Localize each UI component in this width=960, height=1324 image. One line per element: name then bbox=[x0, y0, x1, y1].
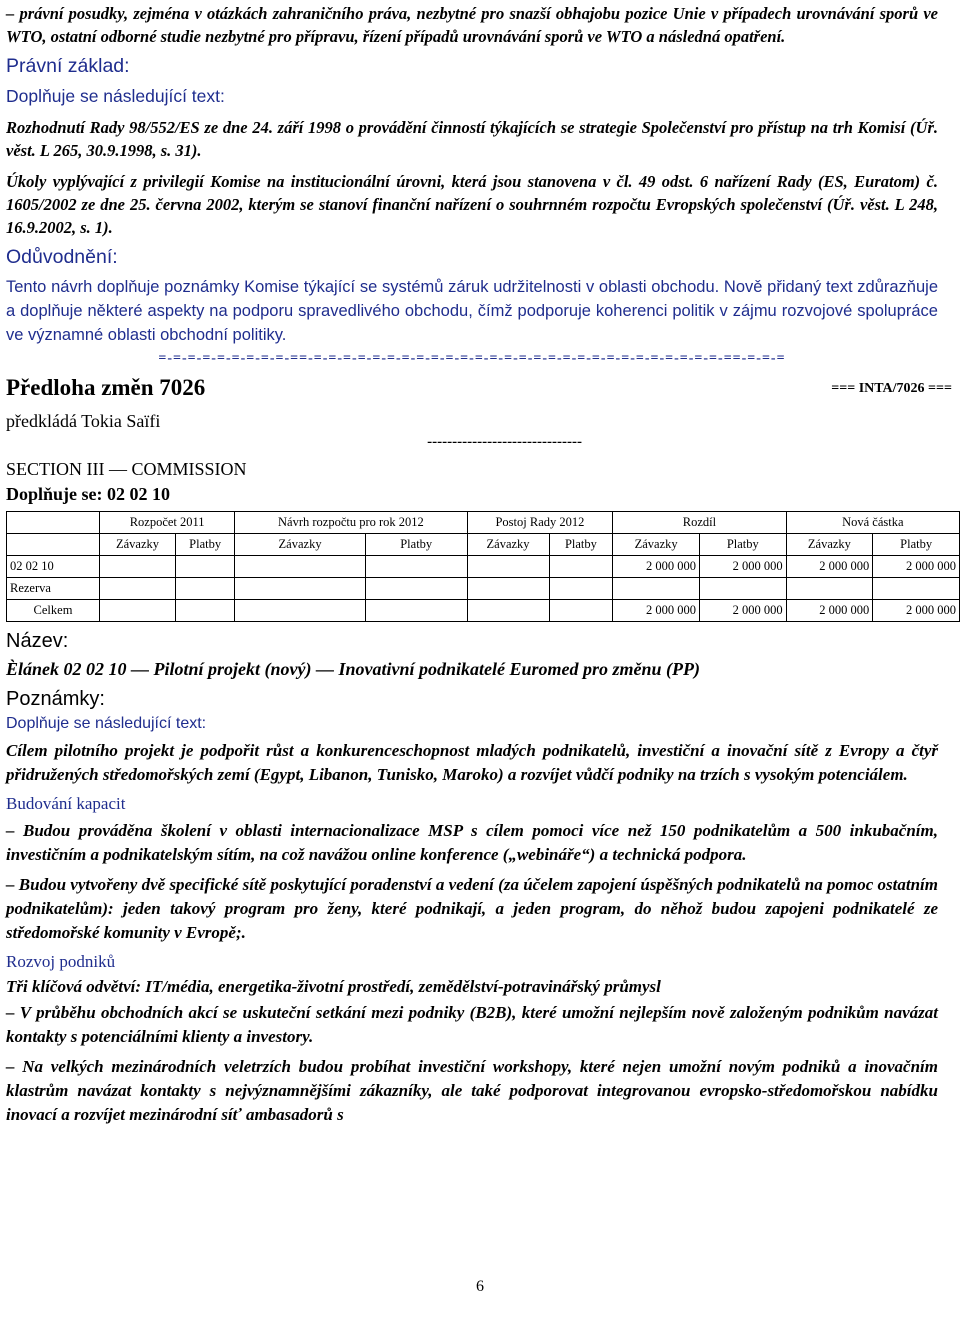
table-row bbox=[7, 578, 960, 600]
page-number: 6 bbox=[476, 1278, 484, 1295]
table-cell bbox=[176, 556, 235, 578]
table-cell bbox=[235, 578, 366, 600]
legal-basis-paragraph-1: Rozhodnutí Rady 98/552/ES ze dne 24. září 1998 o provádění činností týkajících se strategie Společenství pro přístup na trh Komisí (Úř. věst. L 265, 30.9.1998, s. 31). bbox=[6, 118, 938, 160]
development-bullet-1: – V průběhu obchodních akcí se uskuteční setkání mezi podniky (B2B), které umožní nejlepším nově založeným podnikům navázat kontakty s potenciálními klienty a investory. bbox=[6, 1003, 938, 1046]
legal-basis-paragraph-2: Úkoly vyplývající z privilegií Komise na institucionální úrovni, která jsou stanovena v čl. 49 odst. 6 nařízení Rady (ES, Euratom) č. 1605/2002 ze dne 25. června 2002, kterým se stanoví finanční nařízení o souhrnném rozpočtu Evropských společenství (Úř. věst. L 248, 16.9.2002, s. 1). bbox=[6, 172, 938, 237]
development-bullet-2: – Na velkých mezinárodních veletrzích budou probíhat investiční workshopy, které nejen umožní novým podniků a inovačním klastrům navázat kontakty s nejvýznamnějšími zákazníky, ale také podporovat integrovanou evropsko-středomořskou nabídku inovací a rozvíjet mezinárodní síť ambasadorů s bbox=[6, 1057, 938, 1124]
table-cell bbox=[100, 556, 176, 578]
remarks-heading: Poznámky: bbox=[6, 688, 105, 710]
table-row-label: Celkem bbox=[7, 600, 100, 622]
table-group-header: Nová částka bbox=[786, 512, 959, 534]
table-row bbox=[7, 556, 960, 578]
amendment-author: předkládá Tokia Saïfi bbox=[6, 411, 161, 431]
key-sectors-line: Tři klíčová odvětví: IT/média, energetika-životní prostředí, zemědělství-potravinářský průmysl bbox=[6, 977, 661, 996]
amendment-title: Předloha změn 7026 bbox=[6, 375, 206, 400]
table-cell: 2 000 000 bbox=[873, 556, 960, 578]
table-sub-header: Platby bbox=[549, 534, 613, 556]
table-cell: 2 000 000 bbox=[786, 556, 873, 578]
table-cell bbox=[873, 578, 960, 600]
capacity-bullet-2: – Budou vytvořeny dvě specifické sítě poskytující poradenství a vedení (za účelem zapojení úspěšných podnikatelů na pomoc ostatním podnikatelům): jeden takový program pro ženy, které podnikají, a jeden program, do něhož budou zapojeni podnikatelé ze středomořské komunity v Evropě;. bbox=[6, 875, 938, 942]
table-cell bbox=[467, 600, 549, 622]
table-cell: 2 000 000 bbox=[699, 600, 786, 622]
table-cell: 2 000 000 bbox=[613, 600, 700, 622]
table-cell bbox=[235, 556, 366, 578]
table-cell: 2 000 000 bbox=[613, 556, 700, 578]
table-cell bbox=[549, 556, 613, 578]
table-cell bbox=[699, 578, 786, 600]
table-row bbox=[7, 600, 960, 622]
table-sub-header-row bbox=[7, 534, 960, 556]
table-group-header-row bbox=[7, 512, 960, 534]
justification-heading: Odůvodnění: bbox=[6, 246, 118, 268]
table-sub-header: Závazky bbox=[786, 534, 873, 556]
table-row-label: 02 02 10 bbox=[7, 556, 100, 578]
remarks-paragraph-1: Cílem pilotního projekt je podpořit růst a konkurenceschopnost mladých podnikatelů, investiční a inovační sítě z Evropy a čtyř přidružených středomořských zemí (Egypt, Libanon, Tunisko, Maroko) a rozvíjet vůdčí podniky na trzích s vysokým potenciálem. bbox=[6, 741, 938, 784]
table-cell bbox=[786, 578, 873, 600]
table-group-header: Postoj Rady 2012 bbox=[467, 512, 613, 534]
table-cell bbox=[549, 578, 613, 600]
table-sub-header: Závazky bbox=[100, 534, 176, 556]
separator-line: =-=-=-=-=-=-=-=-=-==-=-=-=-=-=-=-=-=-=-=-=-=-=-=-=-=-=-=-=-=-=-=-=-=-=-=-=-=-==-=-=-= bbox=[158, 351, 786, 366]
table-cell bbox=[176, 600, 235, 622]
table-sub-header: Platby bbox=[699, 534, 786, 556]
table-cell bbox=[613, 578, 700, 600]
development-heading: Rozvoj podniků bbox=[6, 952, 116, 971]
legal-basis-heading: Právní základ: bbox=[6, 55, 130, 77]
table-cell bbox=[235, 600, 366, 622]
amendment-code: === INTA/7026 === bbox=[831, 381, 952, 396]
table-sub-header: Závazky bbox=[235, 534, 366, 556]
capacity-heading: Budování kapacit bbox=[6, 794, 126, 813]
table-cell bbox=[365, 600, 467, 622]
table-cell bbox=[365, 578, 467, 600]
capacity-bullet-1: – Budou prováděna školení v oblasti internacionalizace MSP s cílem pomoci více než 150 podnikatelům a 500 inkubačním, investičním a podnikatelským sítím, na což navážou online konference („webináře“) a technická podpora. bbox=[6, 821, 938, 864]
table-cell bbox=[100, 600, 176, 622]
table-cell bbox=[467, 556, 549, 578]
intro-paragraph: – právní posudky, zejména v otázkách zahraničního práva, nezbytné pro snazší obhajobu pozice Unie v případech urovnávání sporů ve WTO, ostatní odborné studie nezbytné pro přípravu, řízení případů urovnávání sporů ve WTO a následná opatření. bbox=[6, 4, 938, 46]
table-group-header: Rozdíl bbox=[613, 512, 786, 534]
table-sub-header: Závazky bbox=[467, 534, 549, 556]
table-cell bbox=[176, 578, 235, 600]
remarks-add-text: Doplňuje se následující text: bbox=[6, 715, 207, 732]
budget-table bbox=[6, 511, 960, 622]
dash-line: ------------------------------- bbox=[427, 434, 582, 450]
table-sub-header: Platby bbox=[176, 534, 235, 556]
table-group-header: Návrh rozpočtu pro rok 2012 bbox=[235, 512, 467, 534]
document-page bbox=[6, 0, 956, 1127]
table-cell bbox=[100, 578, 176, 600]
section-label: SECTION III — COMMISSION bbox=[6, 459, 247, 479]
justification-text: Tento návrh doplňuje poznámky Komise týkající se systémů záruk udržitelnosti v oblasti obchodu. Nově přidaný text zdůrazňuje a doplňuje některé aspekty na podporu spravedlivého obchodu, čímž podporuje koherenci politik v zájmu rozvojové spolupráce ve významné oblasti obchodní politiky. bbox=[6, 278, 938, 344]
table-corner-cell bbox=[7, 534, 100, 556]
table-sub-header: Platby bbox=[365, 534, 467, 556]
table-cell bbox=[467, 578, 549, 600]
legal-basis-add-text: Doplňuje se následující text: bbox=[6, 86, 225, 106]
table-row-label: Rezerva bbox=[7, 578, 100, 600]
table-cell: 2 000 000 bbox=[699, 556, 786, 578]
article-title: Èlánek 02 02 10 — Pilotní projekt (nový) — Inovativní podnikatelé Euromed pro změnu (PP) bbox=[6, 659, 701, 679]
table-cell bbox=[549, 600, 613, 622]
table-corner-cell bbox=[7, 512, 100, 534]
amendment-header bbox=[6, 375, 952, 409]
table-group-header: Rozpočet 2011 bbox=[100, 512, 235, 534]
table-sub-header: Platby bbox=[873, 534, 960, 556]
table-cell: 2 000 000 bbox=[873, 600, 960, 622]
addition-label: Doplňuje se: 02 02 10 bbox=[6, 484, 171, 504]
table-cell bbox=[365, 556, 467, 578]
table-cell: 2 000 000 bbox=[786, 600, 873, 622]
table-sub-header: Závazky bbox=[613, 534, 700, 556]
name-heading: Název: bbox=[6, 630, 69, 652]
